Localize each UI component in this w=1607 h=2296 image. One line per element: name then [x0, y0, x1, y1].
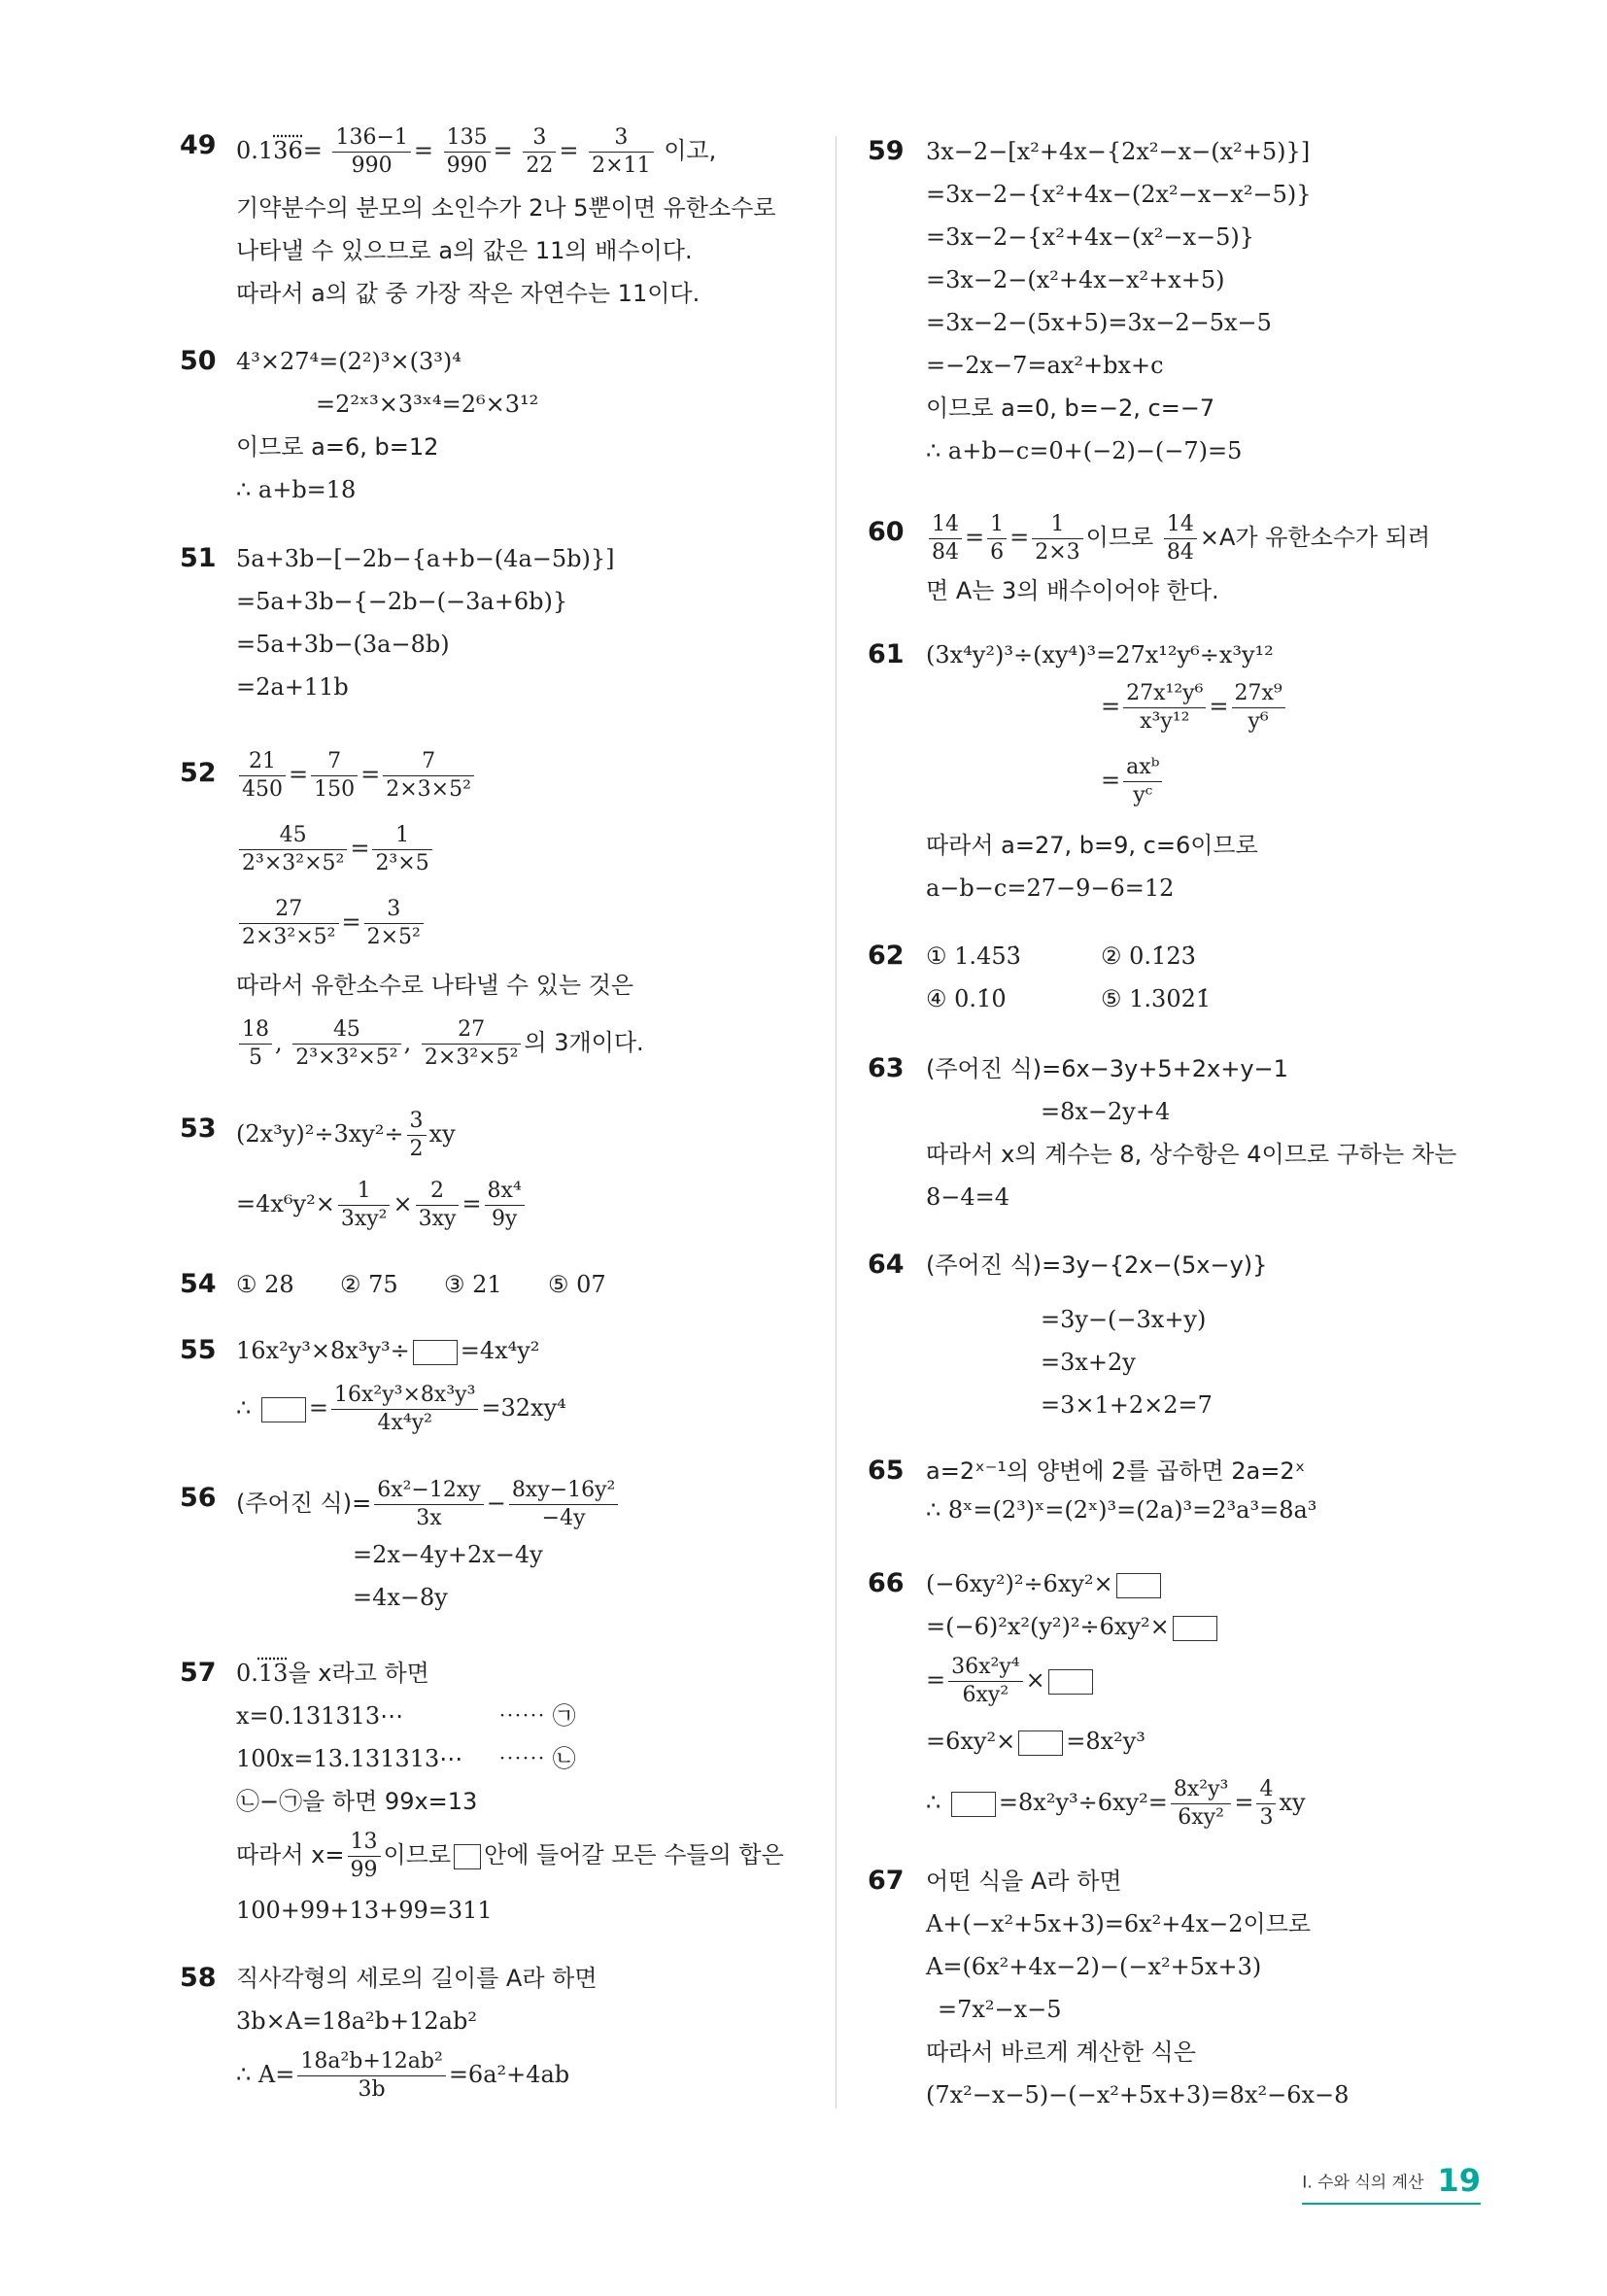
denominator: 3xy²	[340, 1207, 388, 1231]
solution-line: =5a+3b−(3a−8b)	[236, 631, 450, 658]
expr: =32xy⁴	[481, 1394, 566, 1422]
solution-line	[236, 896, 427, 951]
problem-number: 56	[180, 1483, 217, 1513]
denominator: −4y	[541, 1506, 586, 1530]
problem-number: 52	[180, 758, 217, 788]
solution-line: =8x−2y+4	[1041, 1098, 1171, 1125]
problem-number: 62	[868, 941, 905, 971]
solution-line: (주어진 식)=3y−{2x−(5x−y)}	[926, 1251, 1268, 1279]
choice-item: ② 75	[340, 1271, 398, 1298]
solution-line: ∴ a+b−c=0+(−2)−(−7)=5	[926, 437, 1243, 464]
equals: =	[926, 1666, 946, 1694]
problem-number: 63	[868, 1053, 905, 1083]
numerator: 4	[1256, 1776, 1276, 1804]
fraction	[1256, 1776, 1276, 1832]
fraction	[331, 1382, 478, 1437]
problem-number: 58	[180, 1963, 217, 1993]
problem-number: 50	[180, 346, 217, 376]
solution-line: 이므로 a=0, b=−2, c=−7	[926, 394, 1215, 422]
numerator: 8xy−16y²	[509, 1477, 619, 1505]
expr: (−6xy²)²÷6xy²×	[926, 1570, 1113, 1597]
solution-line: =3y−(−3x+y)	[1041, 1306, 1207, 1333]
comma: ,	[275, 1029, 283, 1056]
numerator: 3	[364, 896, 424, 924]
solution-line: 따라서 유한소수로 나타낼 수 있는 것은	[236, 972, 634, 999]
solution-line: 직사각형의 세로의 길이를 A라 하면	[236, 1965, 598, 1992]
fraction	[1123, 680, 1206, 736]
problem-number: 66	[868, 1568, 905, 1598]
fraction	[1032, 511, 1082, 566]
numerator: axᵇ	[1123, 754, 1162, 782]
repeating-digits: 13	[257, 1660, 289, 1687]
text: 따라서 x=	[236, 1841, 345, 1868]
solution-line: 100+99+13+99=311	[236, 1897, 493, 1924]
denominator: 150	[314, 777, 356, 802]
problem-number: 64	[868, 1250, 905, 1280]
expr: xy	[1279, 1789, 1306, 1816]
solution-line: =3x−2−{x²+4x−(x²−x−5)}	[926, 223, 1255, 251]
denominator: 2×3²×5²	[242, 925, 336, 949]
numerator: 18	[239, 1016, 272, 1045]
equation-marker: ⋯⋯ ㉡	[498, 1745, 576, 1772]
blank-box	[951, 1792, 996, 1817]
numerator: 27x¹²y⁶	[1123, 680, 1206, 708]
denominator: 3xy	[418, 1207, 457, 1231]
numerator: 1	[338, 1178, 391, 1206]
numerator: 7	[311, 748, 358, 776]
numerator: 136−1	[332, 124, 410, 153]
expr: =(−6)²x²(y²)²÷6xy²×	[926, 1613, 1170, 1640]
denominator: y⁶	[1248, 709, 1269, 734]
equals: =	[1209, 693, 1229, 720]
solution-line: =3x−2−{x²+4x−(2x²−x−x²−5)}	[926, 181, 1312, 208]
numerator: 18a²b+12ab²	[297, 2048, 445, 2076]
equals: =	[413, 137, 433, 164]
numerator: 16x²y³×8x³y³	[331, 1382, 478, 1410]
denominator: 2×5²	[366, 925, 421, 949]
problem-number: 59	[868, 136, 905, 166]
numerator: 27	[239, 896, 339, 924]
fraction	[348, 1829, 381, 1884]
choice-item: ① 1.453̇	[926, 942, 1021, 970]
fraction	[416, 1178, 460, 1233]
fraction	[332, 124, 410, 180]
equals: =	[302, 137, 323, 164]
numerator: 27	[422, 1016, 522, 1045]
solution-line	[926, 1654, 1096, 1709]
denominator: 4x⁴y²	[377, 1411, 432, 1435]
solution-line	[236, 1108, 456, 1163]
blank-box	[454, 1844, 481, 1869]
solution-line: =2a+11b	[236, 673, 349, 701]
solution-line: 나타낼 수 있으므로 a의 값은 11의 배수이다.	[236, 237, 693, 264]
problem-number: 49	[180, 130, 217, 160]
numerator: 8x⁴	[485, 1178, 525, 1206]
solution-line	[236, 1329, 539, 1372]
fraction	[1232, 680, 1285, 736]
fraction	[239, 896, 339, 951]
solution-line	[236, 1178, 528, 1233]
solution-line: 3b×A=18a²b+12ab²	[236, 2007, 477, 2035]
blank-box	[1048, 1669, 1093, 1695]
solution-line	[926, 511, 1430, 566]
fraction	[929, 511, 962, 566]
text: ×A가 유한소수가 되려	[1199, 524, 1431, 551]
blank-box	[1116, 1573, 1161, 1598]
denominator: 6	[990, 540, 1005, 565]
fraction	[987, 511, 1007, 566]
solution-line: 따라서 a=27, b=9, c=6이므로	[926, 832, 1258, 859]
problem-number: 51	[180, 543, 217, 573]
text: 안에 들어갈 모든 수들의 합은	[484, 1841, 784, 1868]
therefore: ∴	[926, 1789, 941, 1816]
solution-line: =−2x−7=ax²+bx+c	[926, 352, 1164, 379]
expr: =4x⁴y²	[460, 1337, 540, 1364]
equals: =	[559, 137, 579, 164]
choice-item: ④ 0.1̇0̇	[926, 985, 1007, 1012]
solution-line: =3×1+2×2=7	[1041, 1391, 1213, 1419]
denominator: 2×11	[592, 154, 651, 178]
problem-number: 67	[868, 1866, 905, 1896]
solution-line	[236, 2048, 569, 2104]
fraction	[372, 822, 431, 877]
equals: =	[1009, 524, 1030, 551]
solution-line: a=2ˣ⁻¹의 양변에 2를 곱하면 2a=2ˣ	[926, 1457, 1306, 1485]
solution-line: 이므로 a=6, b=12	[236, 433, 439, 461]
denominator: 9y	[491, 1207, 518, 1231]
blank-box	[1018, 1731, 1063, 1756]
choice-item: ③ 21	[444, 1271, 502, 1298]
denominator: 2	[409, 1137, 424, 1161]
blank-box	[1173, 1616, 1217, 1641]
denominator: 22	[526, 154, 554, 178]
blank-box	[261, 1397, 306, 1422]
therefore: ∴	[236, 1394, 252, 1422]
solution-line	[236, 1382, 566, 1437]
fraction	[422, 1016, 522, 1072]
denominator: 2×3	[1035, 540, 1080, 565]
choice-item: ⑤ 1.302̇1̇	[1101, 985, 1212, 1012]
decimal-part: 0.	[236, 1660, 258, 1687]
equals: =	[462, 1190, 482, 1217]
expr: =8x²y³÷6xy²=	[998, 1789, 1168, 1816]
numerator: 2	[416, 1178, 460, 1206]
expr: =4x⁶y²×	[236, 1190, 335, 1217]
equals: =	[341, 908, 361, 936]
denominator: 6xy²	[962, 1683, 1009, 1707]
numerator: 8x²y³	[1171, 1776, 1231, 1804]
fraction	[311, 748, 358, 804]
solution-line	[1101, 754, 1165, 809]
denominator: x³y¹²	[1140, 709, 1190, 734]
numerator: 135	[444, 124, 491, 153]
equals: =	[493, 137, 513, 164]
solution-line: 3x−2−[x²+4x−{2x²−x−(x²+5)}]	[926, 138, 1311, 165]
blank-box	[413, 1340, 458, 1365]
expr: ∴ A=	[236, 2061, 295, 2088]
decimal-part: 0.1	[236, 137, 274, 164]
repeating-digits: 36	[273, 137, 303, 164]
equals: =	[1234, 1789, 1254, 1816]
solution-line: (3x⁴y²)³÷(xy⁴)³=27x¹²y⁶÷x³y¹²	[926, 641, 1274, 668]
equals: =	[360, 761, 381, 788]
numerator: 6x²−12xy	[374, 1477, 484, 1505]
solution-line: ㉡−㉠을 하면 99x=13	[236, 1788, 478, 1815]
expr: (2x³y)²÷3xy²÷	[236, 1120, 404, 1148]
solution-line	[926, 1562, 1164, 1605]
fraction	[239, 1016, 272, 1072]
chapter-label: I. 수와 식의 계산	[1302, 2173, 1424, 2193]
numerator: 36x²y⁴	[948, 1654, 1022, 1682]
denominator: 5	[249, 1045, 262, 1070]
solution-line: 8−4=4	[926, 1183, 1010, 1211]
denominator: yᶜ	[1133, 783, 1153, 807]
denominator: 2×3×5²	[386, 777, 471, 802]
solution-line: (주어진 식)=6x−3y+5+2x+y−1	[926, 1055, 1288, 1082]
denominator: 84	[1166, 540, 1194, 565]
fraction	[239, 822, 347, 877]
expr: 16x²y³×8x³y³÷	[236, 1337, 410, 1364]
fraction	[239, 748, 286, 804]
denominator: 3x	[416, 1506, 442, 1530]
solution-line: =3x−2−(x²+4x−x²+x+5)	[926, 266, 1225, 293]
solution-line: ∴ a+b=18	[236, 476, 357, 503]
fraction	[1171, 1776, 1231, 1832]
numerator: 14	[929, 511, 962, 539]
fraction	[1164, 511, 1197, 566]
numerator: 1	[1032, 511, 1082, 539]
solution-line: 기약분수의 분모의 소인수가 2나 5뿐이면 유한소수로	[236, 194, 776, 222]
solution-line	[236, 1652, 429, 1695]
denominator: 3	[1259, 1805, 1274, 1830]
text: 의 3개이다.	[524, 1029, 644, 1056]
fraction	[374, 1477, 484, 1532]
fraction	[444, 124, 491, 180]
times: ×	[1025, 1666, 1045, 1694]
denominator: 990	[446, 154, 488, 178]
solution-line: 따라서 a의 값 중 가장 작은 자연수는 11이다.	[236, 280, 701, 307]
fraction	[589, 124, 653, 180]
numerator: 1	[987, 511, 1007, 539]
fraction	[364, 896, 424, 951]
problem-number: 55	[180, 1335, 217, 1365]
fraction	[948, 1654, 1022, 1709]
numerator: 21	[239, 748, 286, 776]
expr: =6a²+4ab	[448, 2061, 570, 2088]
solution-line	[236, 124, 716, 180]
solution-line	[236, 1477, 621, 1532]
denominator: 990	[351, 154, 393, 178]
solution-line: 어떤 식을 A라 하면	[926, 1868, 1122, 1895]
solution-line: A=(6x²+4x−2)−(−x²+5x+3)	[926, 1953, 1262, 1980]
choice-item: ① 28	[236, 1271, 294, 1298]
solution-line	[236, 748, 477, 804]
solution-line: 면 A는 3의 배수이어야 한다.	[926, 577, 1219, 604]
times: ×	[393, 1190, 413, 1217]
fraction	[485, 1178, 525, 1233]
numerator: 45	[292, 1016, 400, 1045]
equals: =	[350, 835, 370, 862]
page-footer	[1302, 2162, 1481, 2199]
solution-line: a−b−c=27−9−6=12	[926, 874, 1175, 902]
solution-line: 100x=13.131313⋯	[236, 1745, 463, 1772]
solution-line: A+(−x²+5x+3)=6x²+4x−2이므로	[926, 1910, 1312, 1937]
solution-line	[236, 822, 435, 877]
numerator: 3	[407, 1108, 427, 1136]
denominator: 6xy²	[1178, 1805, 1224, 1830]
denominator: 450	[242, 777, 283, 802]
solution-line: =5a+3b−{−2b−(−3a+6b)}	[236, 588, 568, 615]
numerator: 3	[589, 124, 653, 153]
problem-number: 53	[180, 1114, 217, 1144]
problem-number: 65	[868, 1456, 905, 1486]
numerator: 7	[383, 748, 474, 776]
solution-line: 4³×27⁴=(2²)³×(3³)⁴	[236, 348, 462, 375]
solution-line: ∴ 8ˣ=(2³)ˣ=(2ˣ)³=(2a)³=2³a³=8a³	[926, 1496, 1317, 1524]
numerator: 13	[348, 1829, 381, 1857]
solution-line	[926, 1605, 1220, 1648]
fraction	[338, 1178, 391, 1233]
solution-line	[236, 1016, 644, 1072]
choice-item: ② 0.1̇23̇	[1101, 942, 1196, 970]
solution-line: x=0.131313⋯	[236, 1702, 404, 1730]
text: (주어진 식)=	[236, 1490, 372, 1517]
numerator: 1	[372, 822, 431, 850]
fraction	[407, 1108, 427, 1163]
numerator: 45	[239, 822, 347, 850]
denominator: 99	[350, 1858, 378, 1882]
text: 이고,	[664, 137, 717, 164]
solution-line: =2x−4y+2x−4y	[353, 1541, 543, 1568]
solution-line	[236, 1829, 784, 1884]
denominator: 3b	[358, 2077, 386, 2102]
equation-marker: ⋯⋯ ㉠	[498, 1702, 576, 1730]
numerator: 27x⁹	[1232, 680, 1285, 708]
column-divider	[836, 136, 837, 2108]
text: 이므로	[1085, 524, 1154, 551]
text: 이므로	[383, 1841, 452, 1868]
equals: =	[1101, 767, 1121, 794]
solution-line: =4x−8y	[353, 1584, 448, 1611]
fraction	[297, 2048, 445, 2104]
solution-line: =3x+2y	[1041, 1349, 1136, 1376]
fraction	[292, 1016, 400, 1072]
equals: =	[308, 1394, 329, 1422]
denominator: 84	[932, 540, 959, 565]
solution-line: =7x²−x−5	[938, 1996, 1062, 2023]
page-number: 19	[1437, 2162, 1481, 2199]
solution-line: =2²ˣ³×3³ˣ⁴=2⁶×3¹²	[316, 391, 539, 418]
choice-item: ⑤ 07	[548, 1271, 606, 1298]
denominator: 2×3²×5²	[424, 1045, 519, 1070]
denominator: 2³×3²×5²	[242, 851, 345, 875]
problem-number: 57	[180, 1658, 217, 1688]
footer-rule	[1302, 2203, 1481, 2205]
expr: xy	[428, 1120, 456, 1148]
expr: =6xy²×	[926, 1728, 1016, 1755]
fraction	[1123, 754, 1162, 809]
solution-line: (7x²−x−5)−(−x²+5x+3)=8x²−6x−8	[926, 2081, 1350, 2108]
numerator: 14	[1164, 511, 1197, 539]
equals: =	[1101, 693, 1121, 720]
expr: =8x²y³	[1066, 1728, 1145, 1755]
solution-line	[926, 1776, 1306, 1832]
problem-number: 60	[868, 517, 905, 547]
equals: =	[965, 524, 985, 551]
fraction	[383, 748, 474, 804]
text: 을 x라고 하면	[288, 1660, 429, 1687]
fraction	[509, 1477, 619, 1532]
equals: =	[289, 761, 309, 788]
denominator: 2³×5	[375, 851, 429, 875]
comma: ,	[403, 1029, 412, 1056]
solution-line: 따라서 x의 계수는 8, 상수항은 4이므로 구하는 차는	[926, 1141, 1457, 1168]
solution-line	[1101, 680, 1288, 736]
denominator: 2³×3²×5²	[295, 1045, 398, 1070]
solution-line: 따라서 바르게 계산한 식은	[926, 2039, 1196, 2066]
solution-line: 5a+3b−[−2b−{a+b−(4a−5b)}]	[236, 545, 615, 572]
numerator: 3	[523, 124, 556, 153]
minus: −	[486, 1490, 506, 1517]
solution-line	[926, 1720, 1145, 1763]
problem-number: 54	[180, 1269, 217, 1299]
fraction	[523, 124, 556, 180]
solution-line: =3x−2−(5x+5)=3x−2−5x−5	[926, 309, 1272, 336]
problem-number: 61	[868, 639, 905, 669]
